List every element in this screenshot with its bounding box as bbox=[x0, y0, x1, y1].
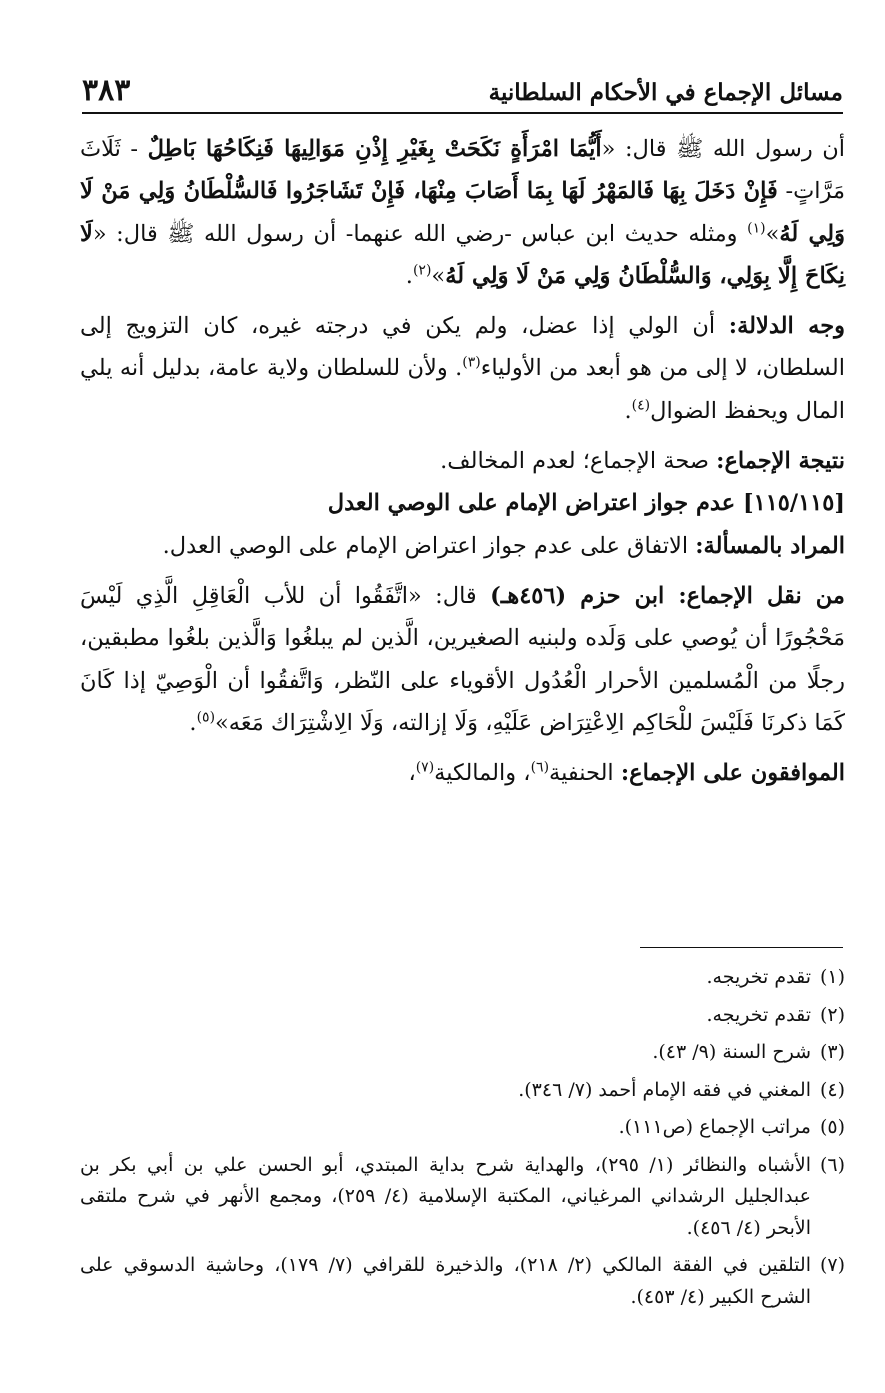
footnote-ref: (١) bbox=[747, 220, 766, 237]
footnote-number: (٤) bbox=[819, 1078, 845, 1101]
text-run: ، والمالكية bbox=[434, 760, 531, 787]
footnote-text: التلقين في الفقة المالكي (٢/ ٢١٨)، والذخيرة للقرافي (٧/ ١٧٩)، وحاشية الدسوقي على الشرح الكبير (٤/ ٤٥٣). bbox=[80, 1254, 811, 1308]
footnote-ref: (٦) bbox=[530, 759, 550, 776]
consensus-source-paragraph bbox=[80, 575, 845, 744]
paragraph-label: نتيجة الإجماع: bbox=[716, 448, 845, 475]
footnote bbox=[80, 1250, 845, 1313]
hadith-quote: أَيُّمَا امْرَأَةٍ نَكَحَتْ بِغَيْرِ إِذْنِ مَوَالِيهَا فَنِكَاحُهَا بَاطِلٌ bbox=[147, 136, 602, 162]
text-run: . bbox=[189, 709, 197, 736]
hadith-quote: لَا نِكَاحَ إِلَّا بِوَلِي، وَالسُّلْطَانُ وَلِي مَنْ لَا وَلِي لَهُ bbox=[80, 220, 845, 289]
footnote-number: (٣) bbox=[819, 1041, 845, 1063]
footnote-ref: (٤) bbox=[631, 397, 651, 414]
text-run: الحنفية bbox=[549, 760, 621, 787]
paragraph-label: من نقل الإجماع: ابن حزم (٤٥٦هـ) bbox=[490, 582, 845, 609]
text-run: أن رسول الله ﷺ قال: « bbox=[601, 136, 846, 162]
footnote-ref: (٣) bbox=[462, 354, 481, 371]
footnote-number: (١) bbox=[819, 966, 845, 988]
text-run: أن الولي إذا عضل، ولم يكن في درجته غيره، كان التزويج إلى السلطان، لا إلى من هو أبعد من الأولياء bbox=[80, 313, 845, 382]
paragraph-label: وجه الدلالة: bbox=[728, 313, 845, 340]
footnote bbox=[80, 1150, 845, 1245]
footnote-ref: (٢) bbox=[412, 262, 432, 279]
footnote bbox=[80, 1112, 845, 1144]
running-header-title: مسائل الإجماع في الأحكام السلطانية bbox=[488, 79, 843, 106]
footnote bbox=[80, 962, 845, 994]
meaning-paragraph bbox=[80, 525, 845, 567]
footnote-number: (٧) bbox=[819, 1254, 845, 1276]
hadith-paragraph bbox=[80, 128, 845, 297]
footnote-number: (٦) bbox=[819, 1153, 845, 1176]
text-run: الاتفاق على عدم جواز اعتراض الإمام على الوصي العدل. bbox=[162, 532, 696, 559]
main-text bbox=[80, 128, 845, 794]
text-run: . bbox=[624, 397, 632, 424]
page-number: ٣٨٣ bbox=[82, 73, 131, 108]
section-title: [١١٥/١١٥] عدم جواز اعتراض الإمام على الوصي العدل bbox=[327, 490, 845, 517]
footnote-number: (٥) bbox=[819, 1116, 845, 1138]
footnote-ref: (٧) bbox=[415, 759, 435, 776]
evidence-paragraph bbox=[80, 305, 845, 432]
text-run: » bbox=[765, 220, 780, 247]
text-run: . bbox=[405, 262, 413, 289]
paragraph-label: المراد بالمسألة: bbox=[695, 532, 845, 559]
page-header bbox=[82, 60, 843, 114]
agreeing-schools-paragraph bbox=[80, 752, 845, 794]
footnote-ref: (٥) bbox=[196, 709, 216, 726]
footnote-text: تقدم تخريجه. bbox=[706, 1003, 811, 1026]
footnotes bbox=[80, 962, 845, 1319]
text-run: ومثله حديث ابن عباس -رضي الله عنهما- أن رسول الله ﷺ قال: « bbox=[92, 220, 748, 247]
text-run: . ولأن للسلطان ولاية عامة، بدليل أنه يلي المال ويحفظ الضوال bbox=[80, 355, 845, 424]
footnote-text: شرح السنة (٩/ ٤٣). bbox=[652, 1041, 811, 1063]
footnote bbox=[80, 1037, 845, 1069]
text-run: - ثَلَاثَ مَرَّاتٍ- bbox=[80, 136, 845, 205]
text-run: قال: «اتَّفَقُوا أن للأب الْعَاقِلِ الَّذِي لَيْسَ مَحْجُورًا أن يُوصي على وَلَده ولبنيه الصغيرين، الَّذين لم يبلغُوا وَالَّذين بلغُوا مطبقين، رجلًا من الْمُسلمين الأحرار الْعُدُول الأقوياء على النّظر، وَاتَّفقُوا أن الْوَصِيّ إذا كَانَ كَمَا ذكرنَا فَلَيْسَ للْحَاكِم الِاعْتِرَاض عَلَيْهِ، وَلَا إزالته، وَلَا الِاشْتِرَاك مَعَه» bbox=[80, 582, 845, 736]
footnote-divider bbox=[640, 947, 843, 948]
footnote-number: (٢) bbox=[819, 1003, 845, 1026]
footnote-text: الأشباه والنظائر (١/ ٢٩٥)، والهداية شرح بداية المبتدي، أبو الحسن علي بن أبي بكر بن عبدالجليل الرشداني المرغياني، المكتبة الإسلامية (٤/ ٢٥٩)، ومجمع الأنهر في شرح ملتقى الأبحر (٤/ ٤٥٦). bbox=[80, 1153, 811, 1239]
paragraph-label: الموافقون على الإجماع: bbox=[620, 760, 845, 787]
text-run: » bbox=[431, 262, 446, 289]
footnote-text: تقدم تخريجه. bbox=[706, 966, 811, 988]
footnote-text: مراتب الإجماع (ص١١١). bbox=[618, 1116, 811, 1138]
footnote-text: المغني في فقه الإمام أحمد (٧/ ٣٤٦). bbox=[518, 1078, 811, 1101]
text-run: صحة الإجماع؛ لعدم المخالف. bbox=[440, 448, 717, 475]
footnote bbox=[80, 1000, 845, 1032]
footnote bbox=[80, 1075, 845, 1107]
result-paragraph bbox=[80, 440, 845, 482]
hadith-quote: فَإِنْ دَخَلَ بِهَا فَالمَهْرُ لَهَا بِمَا أَصَابَ مِنْهَا، فَإِنْ تَشَاجَرُوا فَالسُّلْطَانُ وَلِي مَنْ لَا وَلِي لَهُ bbox=[80, 178, 845, 247]
text-run: ، bbox=[408, 760, 416, 787]
